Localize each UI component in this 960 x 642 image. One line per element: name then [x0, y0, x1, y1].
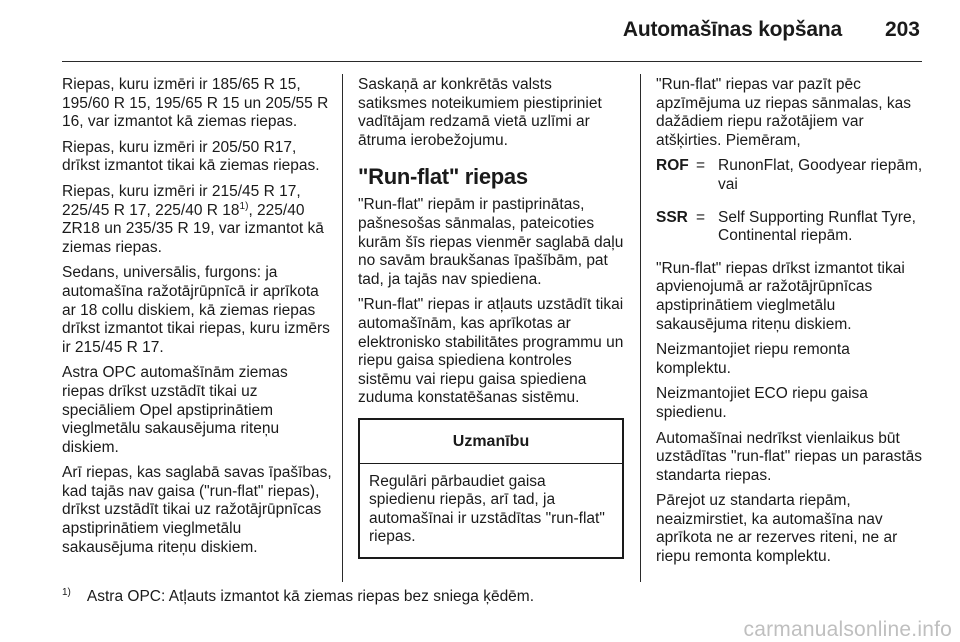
definition-list [656, 157, 926, 245]
paragraph-text: Riepas, kuru izmēri ir 215/45 R 17, 225/45 R 17, 225/40 R 18 [62, 182, 301, 219]
footnote-text: Astra OPC: Atļauts izmantot kā ziemas riepas bez sniega ķēdēm. [86, 588, 535, 605]
caution-text: Regulāri pārbaudiet gaisa spiedienu riepās, arī tad, ja automašīnai ir uzstādītas "run-flat" riepas. [369, 472, 605, 546]
definition-term: ROF [656, 157, 689, 175]
page-header [0, 0, 960, 62]
definition-term: SSR [656, 208, 688, 226]
definition-equals: = [696, 157, 706, 175]
definition-description: RunonFlat, Goodyear riepām, vai [718, 157, 923, 193]
paragraph: Neizmantojiet ECO riepu gaisa spiedienu. [656, 385, 868, 421]
definition-description: Self Supporting Runflat Tyre, Continental riepām. [718, 208, 916, 245]
definition-row [656, 209, 926, 246]
column-divider-2 [640, 74, 641, 582]
footnote [62, 588, 862, 606]
paragraph: "Run-flat" riepas drīkst izmantot tikai apvienojumā ar ražotājrūpnīcas apstiprinātiem vieglmetālu sakausējuma riteņu diskiem. [656, 259, 905, 333]
caution-box [358, 418, 624, 559]
page-number: 203 [884, 18, 920, 41]
paragraph: Riepas, kuru izmēri ir 185/65 R 15, 195/60 R 15, 195/65 R 15 un 205/55 R 16, var izmantot kā ziemas riepas. [62, 76, 329, 131]
paragraph: Pārejot uz standarta riepām, neaizmirstiet, ka automašīna nav aprīkota ne ar rezerves riteni, ne ar riepu remonta komplektu. [656, 492, 898, 566]
definition-row [656, 157, 926, 194]
column-1 [62, 76, 332, 564]
paragraph-text: , 225/40 ZR18 un 235/35 R 19, var izmantot kā ziemas riepas. [62, 201, 324, 256]
section-heading: "Run-flat" riepas [358, 164, 528, 190]
watermark: carmanualsonline.info [743, 618, 952, 641]
page-title: Automašīnas kopšana [622, 18, 842, 41]
paragraph: "Run-flat" riepām ir pastiprinātas, pašnesošas sānmalas, pateicoties kurām šīs riepas vienmēr saglabā daļu no savām braukšanas īpašībām, pat tad, ja tajās nav spiediena. [358, 196, 624, 288]
column-divider-1 [342, 74, 343, 582]
paragraph: Saskaņā ar konkrētās valsts satiksmes noteikumiem piestipriniet vadītājam redzamā vietā uzlīmi ar ātruma ierobežojumu. [358, 76, 602, 149]
caution-title: Uzmanību [360, 420, 622, 464]
paragraph: "Run-flat" riepas var pazīt pēc apzīmējuma uz riepas sānmalas, kas dažādiem riepu ražotājiem var atšķirties. Piemēram, [656, 76, 912, 149]
paragraph: Astra OPC automašīnām ziemas riepas drīkst uzstādīt tikai uz speciāliem Opel apstiprinātiem vieglmetālu sakausējuma riteņu diskiem. [62, 364, 288, 456]
header-divider [62, 61, 922, 62]
paragraph: Automašīnai nedrīkst vienlaikus būt uzstādītas "run-flat" riepas un parastās standarta riepas. [656, 429, 923, 484]
definition-equals: = [696, 208, 706, 226]
column-2 [358, 76, 624, 559]
paragraph: Sedans, universālis, furgons: ja automašīna ražotājrūpnīcā ir aprīkota ar 18 collu diskiem, kā ziemas riepas drīkst izmantot tikai riepas, kuru izmērs ir 215/45 R 17. [62, 264, 330, 356]
footnote-mark: 1) [62, 586, 71, 598]
paragraph: Neizmantojiet riepu remonta komplektu. [656, 341, 850, 377]
column-3 [656, 76, 926, 574]
paragraph: Arī riepas, kas saglabā savas īpašības, kad tajās nav gaisa ("run-flat" riepas), drīkst uzstādīt tikai uz ražotājrūpnīcas apstiprinātiem vieglmetālu sakausējuma riteņu diskiem. [62, 464, 332, 556]
paragraph-with-footnote [62, 183, 332, 257]
footnote-reference: 1) [239, 200, 249, 212]
paragraph: Riepas, kuru izmēri ir 205/50 R17, drīkst izmantot tikai kā ziemas riepas. [62, 138, 320, 175]
paragraph: "Run-flat" riepas ir atļauts uzstādīt tikai automašīnām, kas aprīkotas ar elektronisko stabilitātes programmu un riepu gaisa spiediena kontroles sistēmu vai riepu gaisa spiediena zuduma konstatēšanas sistēmu. [358, 296, 624, 407]
